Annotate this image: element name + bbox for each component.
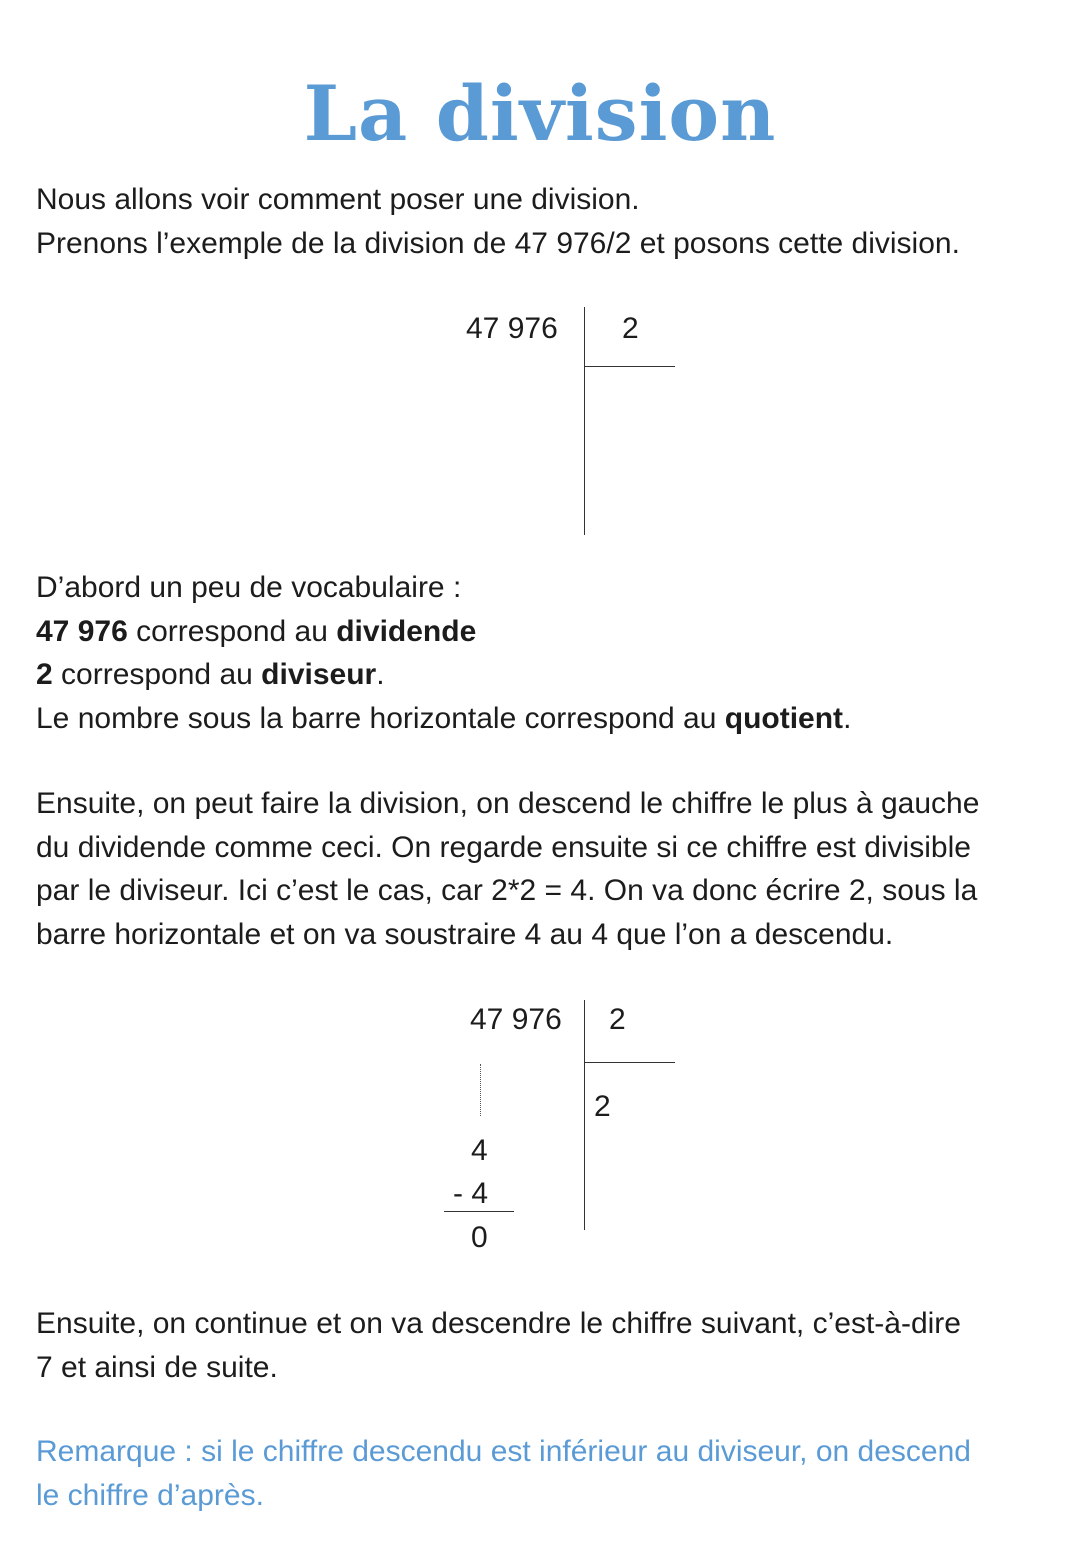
vocabulary-text: correspond au [52,658,262,691]
subtraction-value: - 4 [453,1177,489,1210]
dividend-number: 47 976 [36,614,128,648]
division-vertical-bar [584,1000,585,1230]
explanation-line: du dividende comme ceci. On regarde ensuite si ce chiffre est divisible [36,830,971,864]
page-title: La division [303,68,777,158]
intro-line: Nous allons voir comment poser une division. [36,183,640,216]
remainder-value: 0 [471,1221,488,1254]
brought-down-digit: 4 [471,1134,488,1167]
division-vertical-bar [584,307,585,535]
explanation-paragraph [36,782,1066,956]
dividend-value: 47 976 [466,312,558,345]
explanation-line: par le diviseur. Ici c’est le cas, car 2*2 = 4. On va donc écrire 2, sous la [36,874,978,907]
vocabulary-divisor-line [36,653,1066,697]
remark-paragraph [36,1430,1066,1517]
vocabulary-text: correspond au [127,614,337,648]
bring-down-dotted-line [480,1064,481,1116]
continuation-line: 7 et ainsi de suite. [36,1350,278,1384]
quotient-value: 2 [594,1090,611,1123]
vocabulary-text: . [843,701,852,735]
continuation-line: Ensuite, on continue et on va descendre le chiffre suivant, c’est-à-dire [36,1307,961,1340]
divisor-value: 2 [622,312,639,345]
vocabulary-text: . [376,658,385,691]
continuation-paragraph [36,1302,1066,1389]
vocabulary-heading: D’abord un peu de vocabulaire : [36,571,462,604]
remark-line: le chiffre d’après. [36,1478,264,1512]
dividend-value: 47 976 [470,1003,562,1036]
intro-line: Prenons l’exemple de la division de 47 976/2 et posons cette division. [36,226,960,260]
vocabulary-paragraph [36,566,1066,740]
divisor-number: 2 [36,658,53,691]
vocabulary-quotient-line [36,697,1066,741]
dividend-term: dividende [336,614,477,648]
explanation-line: Ensuite, on peut faire la division, on descend le chiffre le plus à gauche [36,787,980,820]
divisor-term: diviseur [261,658,377,691]
division-horizontal-bar [584,1062,675,1063]
explanation-line: barre horizontale et on va soustraire 4 au 4 que l’on a descendu. [36,917,894,951]
remark-line: Remarque : si le chiffre descendu est inférieur au diviseur, on descend [36,1435,971,1468]
intro-paragraph [36,178,1066,265]
subtraction-line [444,1211,514,1212]
divisor-value: 2 [609,1003,626,1036]
vocabulary-text: Le nombre sous la barre horizontale correspond au [36,701,725,735]
vocabulary-dividend-line [36,610,1066,654]
quotient-term: quotient [724,701,844,735]
division-horizontal-bar [584,366,675,367]
